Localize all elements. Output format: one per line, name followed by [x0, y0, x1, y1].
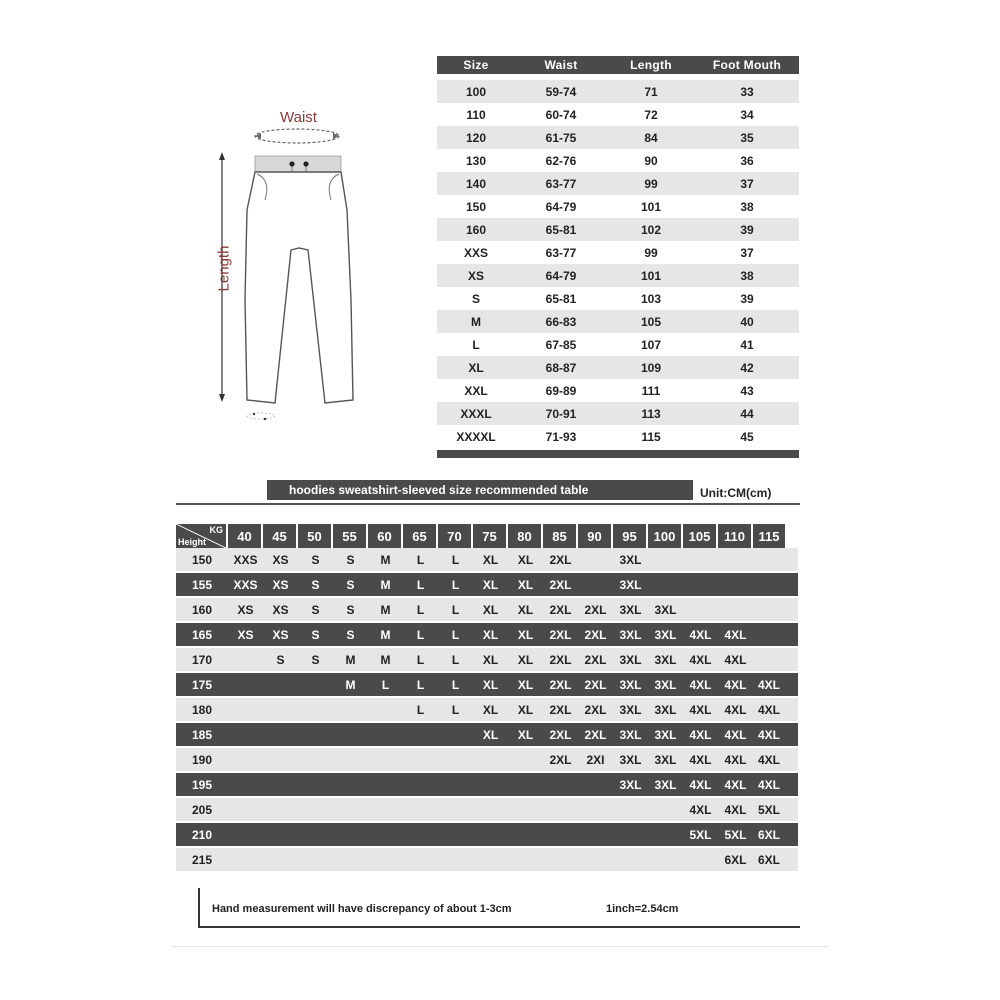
- table-row: [437, 241, 799, 264]
- table-row: [176, 723, 798, 746]
- size-cell: XL: [517, 552, 534, 567]
- size-cell: XS: [237, 627, 254, 642]
- size-cell: M: [345, 677, 356, 692]
- size-cell: XL: [517, 702, 534, 717]
- size-cell: 2XL: [584, 602, 607, 617]
- size-cell: L: [416, 677, 425, 692]
- grid-corner: [176, 524, 226, 548]
- size-cell: 2XL: [584, 652, 607, 667]
- weight-header: 65: [403, 524, 436, 548]
- size-cell: S: [311, 652, 320, 667]
- size-cell: M: [345, 652, 356, 667]
- size-cell: L: [416, 652, 425, 667]
- size-cell: 4XL: [724, 702, 747, 717]
- table-row: [437, 218, 799, 241]
- table-cell: 39: [740, 222, 754, 237]
- table-cell: 36: [740, 153, 754, 168]
- size-cell: 4XL: [724, 802, 747, 817]
- size-cell: L: [416, 602, 425, 617]
- table-cell: 63-77: [545, 245, 577, 260]
- table-cell: 63-77: [545, 176, 577, 191]
- size-cell: 5XL: [757, 802, 780, 817]
- size-cell: 4XL: [724, 652, 747, 667]
- size-cell: M: [380, 552, 391, 567]
- size-cell: 3XL: [654, 602, 677, 617]
- size-cell: 3XL: [654, 777, 677, 792]
- size-cell: S: [311, 602, 320, 617]
- size-table-body: [437, 80, 799, 448]
- table-row: [176, 748, 798, 771]
- pants-diagram: [175, 100, 430, 470]
- size-cell: 4XL: [724, 627, 747, 642]
- weight-header: 70: [438, 524, 471, 548]
- divider: [176, 503, 800, 505]
- table-cell: 65-81: [545, 222, 577, 237]
- table-row: [437, 356, 799, 379]
- weight-header: 60: [368, 524, 401, 548]
- size-cell: S: [346, 627, 355, 642]
- table-cell: 150: [465, 199, 487, 214]
- size-cell: 2XL: [549, 727, 572, 742]
- size-cell: XL: [482, 652, 499, 667]
- recommend-grid: [176, 524, 798, 873]
- table-row: [176, 648, 798, 671]
- size-cell: S: [346, 577, 355, 592]
- table-row: [437, 103, 799, 126]
- size-cell: 2XL: [584, 627, 607, 642]
- table-cell: 35: [740, 130, 754, 145]
- table-row: [437, 402, 799, 425]
- size-cell: XL: [482, 702, 499, 717]
- size-cell: 6XL: [757, 827, 780, 842]
- size-cell: M: [380, 602, 391, 617]
- weight-header: 95: [613, 524, 646, 548]
- height-label: 195: [191, 777, 213, 792]
- weight-header: 115: [753, 524, 785, 548]
- table-cell: 66-83: [545, 314, 577, 329]
- size-cell: L: [451, 627, 460, 642]
- table-cell: 72: [644, 107, 658, 122]
- height-label: 175: [191, 677, 213, 692]
- table-cell: 120: [465, 130, 487, 145]
- size-cell: XL: [517, 627, 534, 642]
- measurement-note: [198, 888, 800, 928]
- height-label: 205: [191, 802, 213, 817]
- size-cell: 4XL: [757, 702, 780, 717]
- size-cell: 4XL: [689, 727, 712, 742]
- weight-header: 80: [508, 524, 541, 548]
- table-cell: 130: [465, 153, 487, 168]
- table-cell: 100: [465, 84, 487, 99]
- table-cell: 37: [740, 245, 754, 260]
- table-cell: 160: [465, 222, 487, 237]
- size-cell: 4XL: [689, 677, 712, 692]
- size-cell: L: [416, 552, 425, 567]
- table-cell: 68-87: [545, 360, 577, 375]
- table-cell: XXS: [463, 245, 488, 260]
- size-cell: 4XL: [724, 752, 747, 767]
- table-cell: XXXL: [460, 406, 492, 421]
- size-cell: L: [451, 702, 460, 717]
- table-row: [176, 823, 798, 846]
- size-cell: XS: [272, 552, 289, 567]
- size-cell: XL: [517, 652, 534, 667]
- size-cell: XL: [517, 727, 534, 742]
- table-cell: 110: [466, 107, 486, 122]
- corner-height-label: Height: [178, 537, 206, 547]
- size-cell: XXS: [233, 577, 258, 592]
- table-cell: 113: [641, 406, 661, 421]
- table-cell: 64-79: [545, 268, 577, 283]
- table-row: [437, 80, 799, 103]
- size-cell: L: [451, 652, 460, 667]
- table-cell: 62-76: [545, 153, 577, 168]
- table-row: [176, 773, 798, 796]
- size-cell: L: [381, 677, 390, 692]
- size-cell: S: [311, 552, 320, 567]
- table-cell: 71-93: [545, 429, 577, 444]
- table-row: [176, 598, 798, 621]
- size-cell: 3XL: [619, 577, 642, 592]
- size-cell: 3XL: [654, 627, 677, 642]
- table-cell: 107: [640, 337, 662, 352]
- recommend-grid-body: [176, 548, 798, 871]
- height-label: 185: [191, 727, 213, 742]
- table-row: [176, 573, 798, 596]
- table-row: [176, 673, 798, 696]
- bottom-divider: [172, 946, 828, 947]
- size-cell: 4XL: [689, 802, 712, 817]
- size-cell: 2XI: [586, 752, 605, 767]
- table-row: [176, 798, 798, 821]
- table-cell: XXXXL: [456, 429, 496, 444]
- header-length: Length: [630, 58, 672, 72]
- size-cell: XS: [272, 602, 289, 617]
- table-row: [176, 623, 798, 646]
- size-cell: 4XL: [724, 677, 747, 692]
- size-cell: S: [311, 577, 320, 592]
- size-cell: 3XL: [654, 752, 677, 767]
- weight-header: 105: [683, 524, 716, 548]
- table-cell: M: [471, 314, 481, 329]
- size-cell: 5XL: [724, 827, 747, 842]
- weight-header: 75: [473, 524, 506, 548]
- size-cell: M: [380, 577, 391, 592]
- height-label: 215: [191, 852, 213, 867]
- table-cell: 34: [740, 107, 754, 122]
- table-cell: 37: [740, 176, 754, 191]
- size-cell: 4XL: [757, 752, 780, 767]
- size-cell: 5XL: [689, 827, 712, 842]
- recommend-table-title: hoodies sweatshirt-sleeved size recommended table: [267, 480, 693, 500]
- size-cell: 2XL: [549, 652, 572, 667]
- table-cell: 70-91: [545, 406, 577, 421]
- header-foot-mouth: Foot Mouth: [712, 58, 782, 72]
- table-cell: 140: [465, 176, 487, 191]
- size-cell: XL: [517, 602, 534, 617]
- size-cell: 4XL: [689, 702, 712, 717]
- table-row: [437, 126, 799, 149]
- table-row: [437, 264, 799, 287]
- size-cell: 2XL: [549, 602, 572, 617]
- table-cell: 102: [640, 222, 662, 237]
- table-cell: XXL: [464, 383, 488, 398]
- size-cell: 3XL: [619, 627, 642, 642]
- size-cell: 4XL: [757, 777, 780, 792]
- height-label: 170: [191, 652, 213, 667]
- table-row: [437, 425, 799, 448]
- table-row: [437, 149, 799, 172]
- size-cell: 2XL: [549, 677, 572, 692]
- table-cell: 64-79: [545, 199, 577, 214]
- size-cell: XL: [517, 577, 534, 592]
- size-table: [437, 56, 799, 458]
- size-cell: 3XL: [619, 552, 642, 567]
- size-cell: 4XL: [757, 727, 780, 742]
- size-cell: XS: [272, 577, 289, 592]
- table-cell: 67-85: [545, 337, 577, 352]
- discrepancy-note: Hand measurement will have discrepancy of about 1-3cm: [212, 903, 512, 915]
- table-cell: 105: [640, 314, 662, 329]
- table-cell: 43: [740, 383, 754, 398]
- table-cell: 111: [641, 383, 661, 398]
- size-cell: XS: [272, 627, 289, 642]
- weight-header: 100: [648, 524, 681, 548]
- inch-conversion: 1inch=2.54cm: [606, 903, 679, 915]
- table-cell: 101: [640, 268, 662, 283]
- table-row: [437, 195, 799, 218]
- recommend-grid-header: [176, 524, 798, 548]
- table-cell: 44: [740, 406, 754, 421]
- size-cell: XL: [517, 677, 534, 692]
- size-cell: M: [380, 652, 391, 667]
- length-label: Length: [215, 245, 233, 292]
- size-cell: 4XL: [724, 727, 747, 742]
- table-row: [437, 379, 799, 402]
- table-cell: 115: [641, 429, 661, 444]
- table-cell: 59-74: [545, 84, 577, 99]
- size-cell: XXS: [233, 552, 258, 567]
- size-cell: 3XL: [619, 727, 642, 742]
- table-cell: 71: [644, 84, 658, 99]
- table-cell: 84: [644, 130, 658, 145]
- size-cell: 3XL: [619, 752, 642, 767]
- size-cell: XL: [482, 602, 499, 617]
- size-cell: S: [346, 602, 355, 617]
- size-cell: L: [416, 577, 425, 592]
- size-cell: 2XL: [549, 702, 572, 717]
- size-cell: L: [451, 577, 460, 592]
- size-cell: 3XL: [619, 777, 642, 792]
- height-label: 210: [191, 827, 213, 842]
- weight-header: 90: [578, 524, 611, 548]
- size-cell: XL: [482, 627, 499, 642]
- pants-outline-icon: [175, 100, 430, 470]
- table-cell: XL: [468, 360, 484, 375]
- size-cell: 4XL: [689, 627, 712, 642]
- table-cell: 39: [740, 291, 754, 306]
- size-cell: 3XL: [619, 677, 642, 692]
- table-cell: 69-89: [545, 383, 577, 398]
- table-cell: 99: [644, 176, 658, 191]
- table-cell: 60-74: [545, 107, 577, 122]
- size-cell: S: [346, 552, 355, 567]
- header-size: Size: [463, 58, 489, 72]
- height-label: 165: [191, 627, 213, 642]
- size-cell: 3XL: [619, 602, 642, 617]
- corner-kg-label: KG: [209, 525, 223, 535]
- size-cell: XL: [482, 727, 499, 742]
- weight-header: 50: [298, 524, 331, 548]
- table-row: [176, 698, 798, 721]
- table-cell: 38: [740, 199, 754, 214]
- size-cell: XS: [237, 602, 254, 617]
- size-cell: 4XL: [689, 777, 712, 792]
- size-cell: XL: [482, 552, 499, 567]
- table-cell: 41: [740, 337, 754, 352]
- weight-header: 55: [333, 524, 366, 548]
- size-cell: 6XL: [757, 852, 780, 867]
- height-label: 160: [191, 602, 213, 617]
- weight-header: 110: [718, 524, 751, 548]
- table-row: [176, 548, 798, 571]
- size-cell: L: [451, 552, 460, 567]
- size-cell: M: [380, 627, 391, 642]
- size-cell: 2XL: [549, 577, 572, 592]
- weight-header: 45: [263, 524, 296, 548]
- table-cell: 90: [644, 153, 658, 168]
- size-cell: S: [311, 627, 320, 642]
- size-cell: S: [276, 652, 285, 667]
- size-cell: 6XL: [724, 852, 747, 867]
- size-cell: XL: [482, 577, 499, 592]
- height-label: 190: [191, 752, 213, 767]
- size-cell: 3XL: [654, 702, 677, 717]
- size-cell: 4XL: [757, 677, 780, 692]
- size-table-header: [437, 56, 799, 74]
- table-row: [437, 333, 799, 356]
- size-cell: 3XL: [619, 652, 642, 667]
- size-cell: 2XL: [549, 552, 572, 567]
- table-cell: 61-75: [545, 130, 577, 145]
- table-cell: 42: [740, 360, 754, 375]
- size-cell: 3XL: [654, 677, 677, 692]
- table-cell: 101: [640, 199, 662, 214]
- table-cell: 38: [740, 268, 754, 283]
- size-cell: 2XL: [549, 627, 572, 642]
- size-cell: 3XL: [654, 727, 677, 742]
- table-cell: 45: [740, 429, 754, 444]
- size-cell: L: [451, 602, 460, 617]
- size-cell: 2XL: [584, 677, 607, 692]
- weight-header: 40: [228, 524, 261, 548]
- size-cell: 2XL: [549, 752, 572, 767]
- size-cell: 4XL: [689, 752, 712, 767]
- size-cell: 3XL: [654, 652, 677, 667]
- table-cell: 33: [740, 84, 754, 99]
- size-cell: 2XL: [584, 727, 607, 742]
- size-cell: 4XL: [689, 652, 712, 667]
- table-cell: L: [472, 337, 480, 352]
- header-waist: Waist: [544, 58, 578, 72]
- table-row: [437, 287, 799, 310]
- size-cell: XL: [482, 677, 499, 692]
- size-cell: 2XL: [584, 702, 607, 717]
- height-label: 155: [191, 577, 213, 592]
- size-cell: L: [451, 677, 460, 692]
- size-cell: L: [416, 627, 425, 642]
- waist-label: Waist: [280, 109, 317, 126]
- table-row: [437, 310, 799, 333]
- table-cell: 103: [640, 291, 662, 306]
- table-cell: 109: [640, 360, 662, 375]
- table-cell: 40: [740, 314, 754, 329]
- size-cell: 4XL: [724, 777, 747, 792]
- unit-label: Unit:CM(cm): [700, 486, 772, 500]
- size-cell: L: [416, 702, 425, 717]
- table-row: [437, 172, 799, 195]
- table-row: [176, 848, 798, 871]
- table-cell: 99: [644, 245, 658, 260]
- height-label: 180: [191, 702, 213, 717]
- height-label: 150: [191, 552, 213, 567]
- table-cell: 65-81: [545, 291, 577, 306]
- weight-header: 85: [543, 524, 576, 548]
- table-cell: XS: [467, 268, 484, 283]
- table-cell: S: [471, 291, 480, 306]
- size-cell: 3XL: [619, 702, 642, 717]
